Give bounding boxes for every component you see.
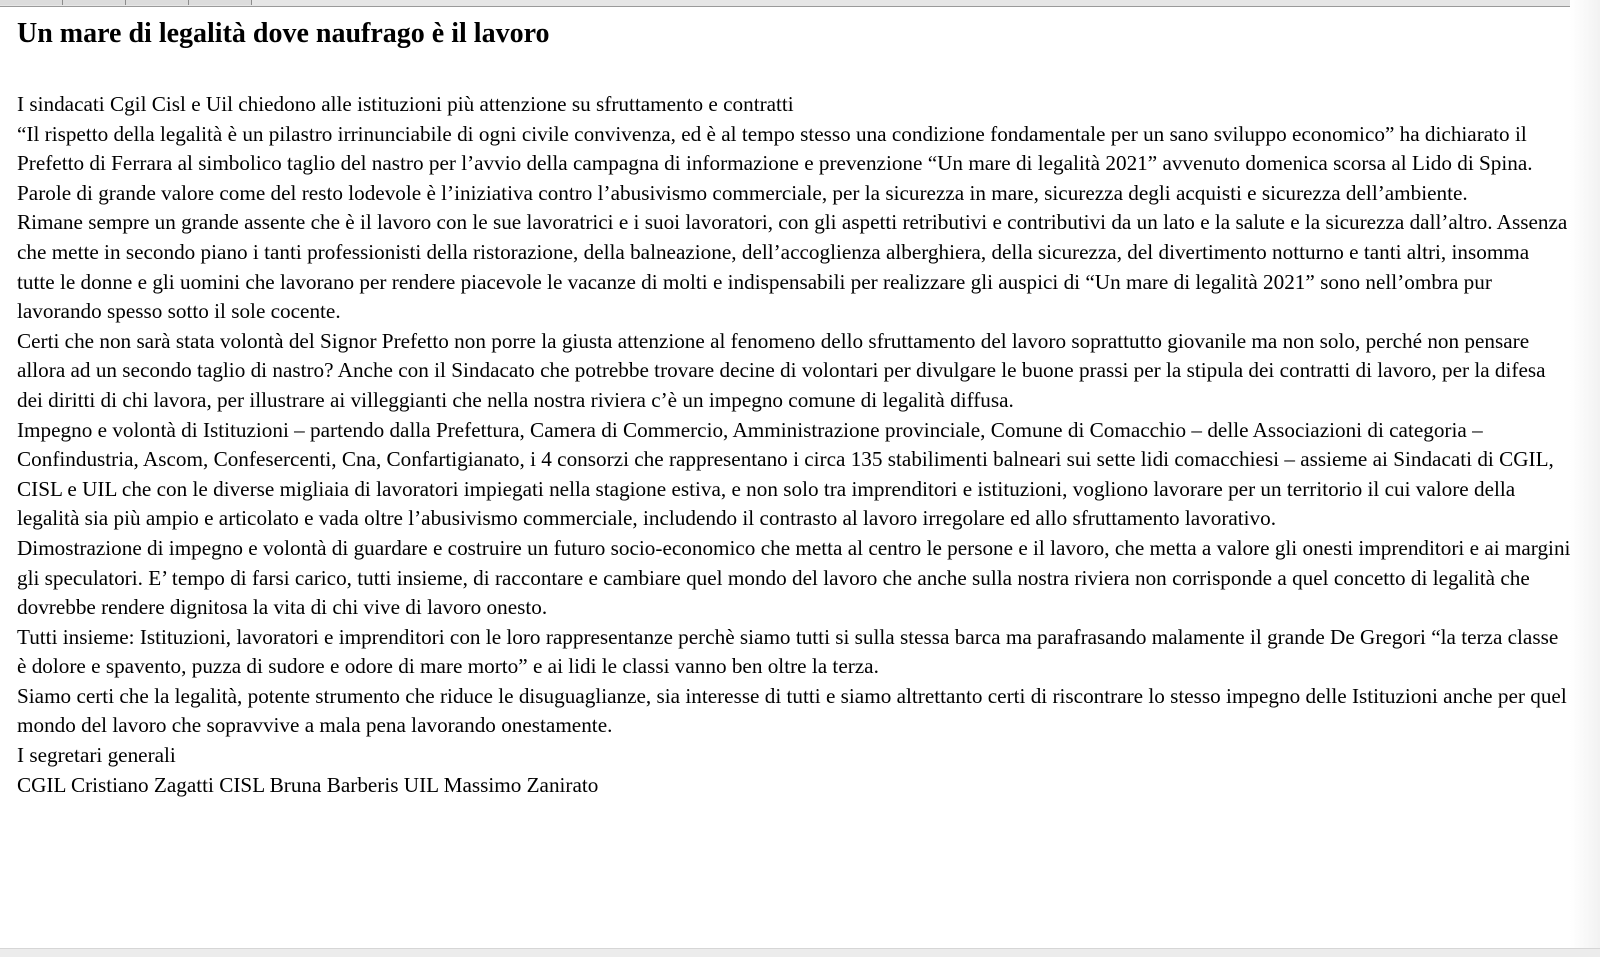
article-paragraph: Rimane sempre un grande assente che è il lavoro con le sue lavoratrici e i suoi lavoratori, con gli aspetti retributivi e contributivi da un lato e la salute e la sicurezza dall’altro. Assenza che mette in secondo piano i tanti professionisti della ristorazione, della balneazione, dell’accoglienza alberghiera, della sicurezza, del divertimento notturno e tanti altri, insomma tutte le donne e gli uomini che lavorano per rendere piacevole le vacanze di molti e indispensabili per realizzare gli auspici di “Un mare di legalità 2021” sono nell’ombra pur lavorando spesso sotto il sole cocente. [17,210,1568,324]
signature-names: CGIL Cristiano Zagatti CISL Bruna Barberis UIL Massimo Zanirato [17,772,599,797]
toolbar-tabs [0,0,252,5]
article-paragraph: Siamo certi che la legalità, potente strumento che riduce le disuguaglianze, sia interesse di tutti e siamo altrettanto certi di riscontrare lo stesso impegno delle Istituzioni anche per quel mondo del lavoro che sopravvive a mala pena lavorando onestamente. [17,683,1567,738]
toolbar-tab[interactable] [189,0,252,5]
top-window-strip [0,0,1600,7]
article [17,16,1572,800]
toolbar-tab[interactable] [126,0,189,5]
toolbar-tab[interactable] [0,0,63,5]
toolbar-tab[interactable] [63,0,126,5]
article-title: Un mare di legalità dove naufrago è il lavoro [17,18,550,49]
right-edge-shadow [1570,0,1600,957]
article-paragraph: Tutti insieme: Istituzioni, lavoratori e imprenditori con le loro rappresentanze perchè siamo tutti si sulla stessa barca ma parafrasando malamente il grande De Gregori “la terza classe è dolore e spavento, puzza di sudore e odore di mare morto” e ai lidi le classi vanno ben oltre la terza. [17,624,1559,679]
article-subtitle: I sindacati Cgil Cisl e Uil chiedono alle istituzioni più attenzione su sfruttamento e contratti [17,92,794,116]
article-paragraph: Parole di grande valore come del resto lodevole è l’iniziativa contro l’abusivismo commerciale, per la sicurezza in mare, sicurezza degli acquisti e sicurezza dell’ambiente. [17,180,1468,205]
article-paragraph: “Il rispetto della legalità è un pilastro irrinunciabile di ogni civile convivenza, ed è al tempo stesso una condizione fondamentale per un sano sviluppo economico” ha dichiarato il Prefetto di Ferrara al simbolico taglio del nastro per l’avvio della campagna di informazione e prevenzione “Un mare di legalità 2021” avvenuto domenica scorsa al Lido di Spina. [17,121,1533,176]
bottom-edge [0,948,1600,957]
article-paragraph: Impegno e volontà di Istituzioni – partendo dalla Prefettura, Camera di Commercio, Amministrazione provinciale, Comune di Comacchio – delle Associazioni di categoria – Confindustria, Ascom, Confesercenti, Cna, Confartigianato, i 4 consorzi che rappresentano i circa 135 stabilimenti balneari sui sette lidi comacchiesi – assieme ai Sindacati di CGIL, CISL e UIL che con le diverse migliaia di lavoratori impiegati nella stagione estiva, e non solo tra imprenditori e istituzioni, vogliono lavorare per un territorio il cui valore della legalità sia più ampio e articolato e vada oltre l’abusivismo commerciale, includendo il contrasto al lavoro irregolare ed allo sfruttamento lavorativo. [17,417,1554,531]
signature-heading: I segretari generali [17,743,176,768]
article-paragraph: Dimostrazione di impegno e volontà di guardare e costruire un futuro socio-economico che metta al centro le persone e il lavoro, che metta a valore gli onesti imprenditori e ai margini gli speculatori. E’ tempo di farsi carico, tutti insieme, di raccontare e cambiare quel mondo del lavoro che anche sulla nostra riviera non corrisponde a quel concetto di legalità che dovrebbe rendere dignitosa la vita di chi vive di lavoro onesto. [17,535,1571,620]
article-body [17,90,1572,800]
article-paragraph: Certi che non sarà stata volontà del Signor Prefetto non porre la giusta attenzione al fenomeno dello sfruttamento del lavoro soprattutto giovanile ma non solo, perché non pensare allora ad un secondo taglio di nastro? Anche con il Sindacato che potrebbe trovare decine di volontari per divulgare le buone prassi per la stipula dei contratti di lavoro, per la difesa dei diritti di chi lavora, per illustrare ai villeggianti che nella nostra riviera c’è un impegno comune di legalità diffusa. [17,328,1546,412]
